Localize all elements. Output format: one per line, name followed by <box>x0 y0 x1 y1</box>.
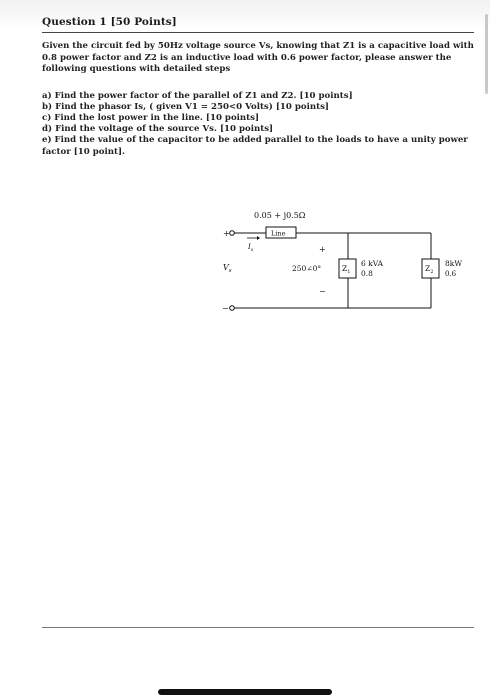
current-label-main: I <box>248 243 251 251</box>
circuit-svg <box>210 200 476 320</box>
current-label-sub: s <box>250 247 254 253</box>
circuit-wires <box>234 233 434 308</box>
z1-rating-label: 6 kVA <box>361 259 384 268</box>
home-indicator[interactable] <box>158 689 332 695</box>
source-voltage-label <box>223 263 232 274</box>
source-voltage-main: V <box>223 263 229 272</box>
question-item-e: e) Find the value of the capacitor to be added parallel to the loads to have a unity power factor [10 point]. <box>42 135 468 157</box>
title-divider <box>42 32 474 33</box>
source-minus-sign: − <box>222 304 229 313</box>
circuit-diagram <box>210 200 476 320</box>
z2-rating-label: 8kW <box>445 259 463 268</box>
bottom-divider <box>42 627 474 628</box>
question-item-c: c) Find the lost power in the line. [10 points] <box>42 112 260 123</box>
z1-label-main: Z <box>342 264 348 273</box>
z2-pf-label: 0.6 <box>445 270 457 278</box>
current-label <box>247 243 254 253</box>
load-minus-sign: − <box>319 287 326 296</box>
line-label: Line <box>271 229 286 238</box>
question-item-d: d) Find the voltage of the source Vs. [10 points] <box>42 124 274 135</box>
question-title: Question 1 [50 Points] <box>42 16 177 28</box>
question-item-b: b) Find the phasor Is, ( given V1 = 250<0 Volts) [10 points] <box>42 101 329 112</box>
v1-voltage-label: 250∠0° <box>292 264 322 273</box>
question-item-a: a) Find the power factor of the parallel of Z1 and Z2. [10 points] <box>42 90 353 101</box>
scrollbar-thumb[interactable] <box>485 14 488 94</box>
z1-pf-label: 0.8 <box>361 269 373 278</box>
current-arrow-head-icon <box>257 236 260 240</box>
z1-label-sub: 1 <box>347 269 351 275</box>
source-plus-sign: + <box>223 229 230 238</box>
line-impedance-label: 0.05 + j0.5Ω <box>254 211 306 220</box>
z2-label-main: Z <box>425 264 431 273</box>
source-voltage-sub: s <box>228 268 232 274</box>
z2-label-sub: 2 <box>430 269 434 275</box>
question-list <box>42 91 474 158</box>
terminal-top <box>230 231 235 236</box>
question-intro: Given the circuit fed by 50Hz voltage source Vs, knowing that Z1 is a capacitive load with 0.8 power factor and Z2 is an inductive load with 0.6 power factor, please answer the following questions with detailed steps <box>42 41 474 74</box>
terminal-bottom <box>230 306 235 311</box>
question-document <box>42 16 474 158</box>
load-plus-sign: + <box>319 245 326 254</box>
